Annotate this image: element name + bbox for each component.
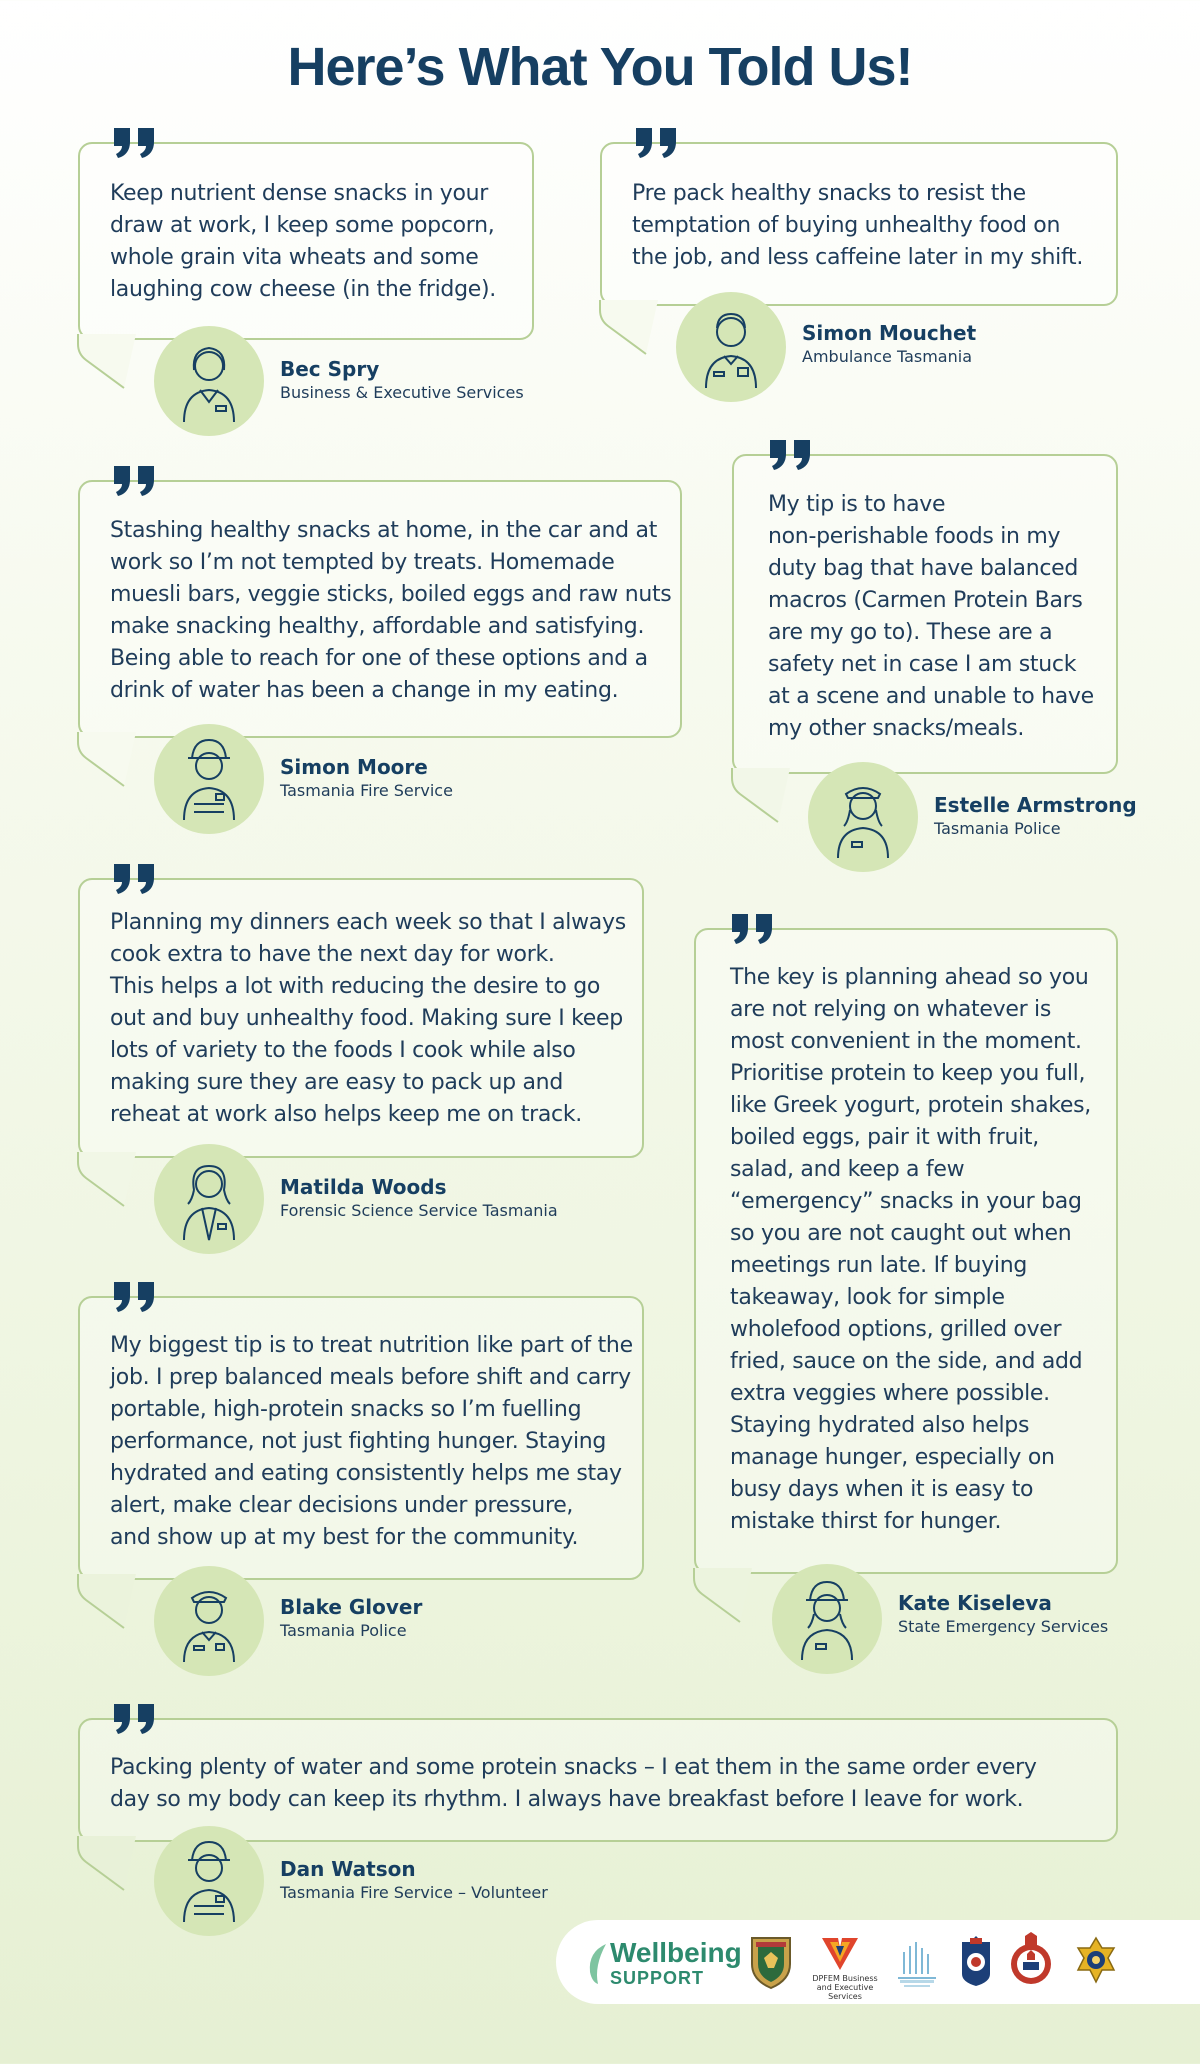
author-organisation: Forensic Science Service Tasmania <box>280 1201 558 1220</box>
author-name: Kate Kiseleva <box>898 1591 1052 1615</box>
tasmania-police-badge-logo <box>956 1934 996 1988</box>
firefighter-icon <box>154 724 264 834</box>
speech-bubble-tail <box>598 300 668 360</box>
author-organisation: Tasmania Fire Service <box>280 781 453 800</box>
paramedic-icon <box>676 292 786 402</box>
ses-worker-icon <box>772 1564 882 1674</box>
author-name: Simon Moore <box>280 755 428 779</box>
forensic-science-logo <box>892 1938 942 1990</box>
speech-bubble-tail <box>76 732 146 792</box>
speech-bubble-tail <box>76 1836 146 1896</box>
testimonial-quote: My biggest tip is to treat nutrition like part of the job. I prep balanced meals before shift and carry portable, high-protein snacks so I’m fuelling performance, not just fighting hunger. Staying hydrated and eating consistently helps me stay alert, make clear decisions under pressure, and show up at my best for the community. <box>110 1333 633 1550</box>
author-organisation: Business & Executive Services <box>280 383 524 402</box>
quote-mark-icon <box>112 1702 158 1736</box>
tasmania-fire-service-badge-logo <box>1008 1932 1054 1988</box>
author-organisation: Tasmania Police <box>934 819 1061 838</box>
avatar <box>808 762 918 872</box>
testimonial-quote: Pre pack healthy snacks to resist the temptation of buying unhealthy food on the job, and less caffeine later in my shift. <box>632 181 1084 270</box>
author-organisation: Tasmania Police <box>280 1621 407 1640</box>
avatar <box>772 1564 882 1674</box>
quote-mark-icon <box>112 862 158 896</box>
author-name: Matilda Woods <box>280 1175 447 1199</box>
page-title: Here’s What You Told Us! <box>287 37 913 97</box>
testimonial-quote: Packing plenty of water and some protein snacks – I eat them in the same order every day so my body can keep its rhythm. I always have breakfast before I leave for work. <box>110 1755 1037 1812</box>
testimonial-quote: Keep nutrient dense snacks in your draw at work, I keep some popcorn, whole grain vita wheats and some laughing cow cheese (in the fridge). <box>110 181 496 302</box>
female-scientist-icon <box>154 1144 264 1254</box>
speech-bubble-tail <box>730 768 800 828</box>
speech-bubble-tail <box>692 1568 762 1628</box>
author-name: Bec Spry <box>280 357 380 381</box>
avatar <box>154 724 264 834</box>
dpfem-caption: DPFEM Business and Executive Services <box>812 1974 878 2001</box>
female-staff-icon <box>154 326 264 436</box>
police-officer-icon <box>154 1566 264 1676</box>
author-organisation: State Emergency Services <box>898 1617 1109 1636</box>
speech-bubble-tail <box>76 1152 146 1212</box>
quote-mark-icon <box>634 126 680 160</box>
ses-badge-logo <box>1072 1934 1120 1988</box>
quote-mark-icon <box>112 126 158 160</box>
author-organisation: Ambulance Tasmania <box>802 347 972 366</box>
dpfem-logo <box>820 1936 860 1972</box>
testimonial-quote: My tip is to have non-perishable foods in my duty bag that have balanced macros (Carmen Protein Bars are my go to). These are a safety net in case I am stuck at a scene and unable to have my other snacks/meals. <box>768 492 1094 741</box>
speech-bubble-tail <box>76 1574 146 1634</box>
author-name: Estelle Armstrong <box>934 793 1137 817</box>
wellbeing-support-leaf-icon <box>586 1942 608 1986</box>
wellbeing-support-logo: Wellbeing SUPPORT <box>610 1937 742 1988</box>
speech-bubble-tail <box>76 334 146 394</box>
author-name: Blake Glover <box>280 1595 423 1619</box>
author-name: Dan Watson <box>280 1857 416 1881</box>
female-police-icon <box>808 762 918 872</box>
quote-mark-icon <box>112 1280 158 1314</box>
author-name: Simon Mouchet <box>802 321 977 345</box>
quote-mark-icon <box>730 912 776 946</box>
testimonial-quote: Stashing healthy snacks at home, in the car and at work so I’m not tempted by treats. Homemade muesli bars, veggie sticks, boiled eggs and raw nuts make snacking healthy, affordable and satisfying. Being able to reach for one of these options and a drink of water has been a change in my eating. <box>110 518 672 703</box>
avatar <box>154 1144 264 1254</box>
quote-mark-icon <box>112 464 158 498</box>
avatar <box>676 292 786 402</box>
ambulance-tasmania-logo <box>748 1934 794 1990</box>
avatar <box>154 326 264 436</box>
testimonial-quote: Planning my dinners each week so that I always cook extra to have the next day for work. This helps a lot with reducing the desire to go out and buy unhealthy food. Making sure I keep lots of variety to the foods I cook while also making sure they are easy to pack up and reheat at work also helps keep me on track. <box>110 910 626 1127</box>
firefighter-icon <box>154 1826 264 1936</box>
avatar <box>154 1566 264 1676</box>
quote-mark-icon <box>768 438 814 472</box>
testimonial-quote: The key is planning ahead so you are not relying on whatever is most convenient in the moment. Prioritise protein to keep you full, like Greek yogurt, protein shakes, boiled eggs, pair it with fruit, salad, and keep a few “emergency” snacks in your bag so you are not caught out when meetings run late. If buying takeaway, look for simple wholefood options, grilled over fried, sauce on the side, and add extra veggies where possible. Staying hydrated also helps manage hunger, especially on busy days when it is easy to mistake thirst for hunger. <box>730 965 1091 1534</box>
avatar <box>154 1826 264 1936</box>
author-organisation: Tasmania Fire Service – Volunteer <box>280 1883 548 1902</box>
